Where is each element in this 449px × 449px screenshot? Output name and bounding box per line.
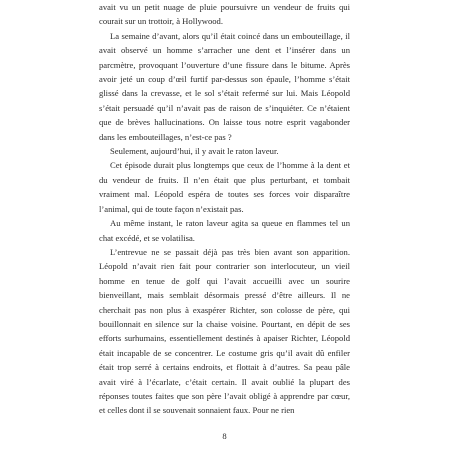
paragraph-1: avait vu un petit nuage de pluie poursuivre un vendeur de fruits qui courait sur un trottoir, à Hollywood. [99,2,350,27]
body-text [99,0,350,418]
paragraph-6: L’entrevue ne se passait déjà pas très bien avant son apparition. Léopold n’avait rien fait pour contrarier son interlocuteur, un vieil homme en tenue de golf qui l’avait accueilli avec un sourire bienveillant, mais semblait désormais pressé d’être ailleurs. Il ne cherchait pas non plus à exaspérer Richter, son colosse de père, qui bouillonnait en silence sur la chaise voisine. Pourtant, en dépit de ses efforts surhumains, essentiellement destinés à apaiser Richter, Léopold était incapable de se concentrer. Le costume gris qu’il avait dû enfiler était trop serré à certains endroits, et flottait à d’autres. Sa peau pâle avait viré à l’écarlate, c’était certain. Il avait oublié la plupart des réponses toutes faites que son père l’avait obligé à apprendre par cœur, et celles dont il se souvenait sonnaient faux. Pour ne rien [99,246,350,416]
paragraph-5: Au même instant, le raton laveur agita sa queue en flammes tel un chat excédé, et se volatilisa. [99,218,350,243]
page-number: 8 [222,431,227,441]
paragraph-4: Cet épisode durait plus longtemps que ceux de l’homme à la dent et du vendeur de fruits. Il n’en était que plus perturbant, et tombait vraiment mal. Léopold espéra de toutes ses forces voir disparaître l’animal, qui de toute façon n’existait pas. [99,160,350,214]
paragraph-2: La semaine d’avant, alors qu’il était coincé dans un embouteillage, il avait observé un homme s’arracher une dent et l’insérer dans un parcmètre, provoquant l’ouverture d’une fissure dans le bitume. Après avoir jeté un coup d’œil furtif par-dessus son épaule, l’homme s’était glissé dans la crevasse, et le sol s’était refermé sur lui. Mais Léopold s’était persuadé qu’il n’avait pas de raison de s’inquiéter. Ce n’étaient que de brèves hallucinations. On laisse tous notre esprit vagabonder dans les embouteillages, n’est-ce pas ? [99,30,350,142]
paragraph-3: Seulement, aujourd’hui, il y avait le raton laveur. [110,146,279,157]
